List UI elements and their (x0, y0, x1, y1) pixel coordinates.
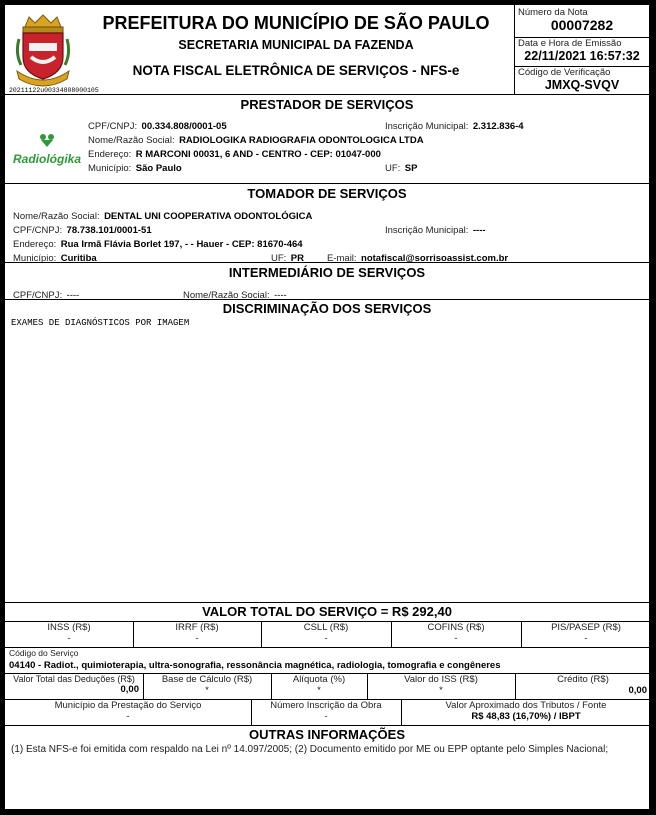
municipio-prestacao-value: - (126, 711, 130, 722)
tomador-end-label: Endereço: (13, 239, 57, 250)
tomador-mun-label: Município: (13, 253, 57, 264)
sao-paulo-crest-icon (15, 13, 71, 87)
credito-value: 0,00 (628, 685, 647, 696)
prestador-cpf-value: 00.334.808/0001-05 (141, 121, 227, 132)
codigo-servico-label: Código do Serviço (9, 648, 79, 658)
tomador-cpf-label: CPF/CNPJ: (13, 225, 63, 236)
tooth-logo-icon (38, 133, 56, 147)
tomador-uf-value: PR (290, 253, 304, 264)
prestador-end-label: Endereço: (88, 149, 132, 160)
codigo-servico-value: 04140 - Radiot., quimioterapia, ultra-sonografia, ressonância magnética, radiologia, tomografia e congêneres (9, 660, 501, 671)
page-subtitle: SECRETARIA MUNICIPAL DA FAZENDA (178, 38, 414, 52)
deducoes-label: Valor Total das Deduções (R$) (13, 674, 135, 684)
prestador-mun-value: São Paulo (135, 163, 182, 174)
intermediario-cpf-label: CPF/CNPJ: (13, 290, 63, 301)
inss-value: - (67, 633, 71, 644)
emissao-label: Data e Hora de Emissão (518, 38, 622, 49)
credito-label: Crédito (R$) (557, 674, 609, 685)
numero-label: Número da Nota (518, 7, 588, 18)
intermediario-cpf-value: ---- (66, 290, 80, 301)
prestador-end-value: R MARCONI 00031, 6 AND - CENTRO - CEP: 01047-000 (135, 149, 381, 160)
prestador-title: PRESTADOR DE SERVIÇOS (240, 97, 414, 112)
discriminacao-title: DISCRIMINAÇÃO DOS SERVIÇOS (222, 301, 432, 316)
logo-text: Radiológika (12, 152, 81, 166)
inss-label: INSS (R$) (47, 622, 91, 633)
tomador-email-label: E-mail: (327, 253, 357, 264)
tomador-cpf-value: 78.738.101/0001-51 (66, 225, 152, 236)
emissao-value: 22/11/2021 16:57:32 (524, 49, 640, 63)
cofins-label: COFINS (R$) (427, 622, 485, 633)
cofins-value: - (454, 633, 458, 644)
pis-value: - (584, 633, 588, 644)
valor-iss-value: * (439, 685, 443, 696)
verificacao-label: Código de Verificação (518, 67, 611, 78)
tomador-uf-label: UF: (271, 253, 287, 264)
inscricao-obra-value: - (324, 711, 328, 722)
tomador-nome-value: DENTAL UNI COOPERATIVA ODONTOLÓGICA (104, 211, 313, 222)
prestador-nome-label: Nome/Razão Social: (88, 135, 175, 146)
aliquota-label: Alíquota (%) (292, 674, 346, 685)
prestador-nome-value: RADIOLOGIKA RADIOGRAFIA ODONTOLOGICA LTDA (179, 135, 424, 146)
inscricao-obra-label: Número Inscrição da Obra (270, 700, 382, 711)
page-title: PREFEITURA DO MUNICÍPIO DE SÃO PAULO (102, 13, 490, 33)
prestador-cpf-label: CPF/CNPJ: (88, 121, 138, 132)
prestador-mun-label: Município: (88, 163, 132, 174)
base-calculo-value: * (205, 685, 209, 696)
discriminacao-text: EXAMES DE DIAGNÓSTICOS POR IMAGEM (11, 318, 190, 328)
barcode-text: 20211122u00334808000105 (9, 87, 99, 94)
outras-text: (1) Esta NFS-e foi emitida com respaldo na Lei nº 14.097/2005; (2) Documento emitido por ME ou EPP optante pelo Simples Nacional; (11, 744, 609, 755)
municipio-prestacao-label: Município da Prestação do Serviço (54, 700, 202, 711)
verificacao-value: JMXQ-SVQV (544, 78, 620, 92)
tributos-aprox-label: Valor Aproximado dos Tributos / Fonte (445, 700, 607, 711)
prestador-uf-label: UF: (385, 163, 401, 174)
tomador-title: TOMADOR DE SERVIÇOS (247, 186, 407, 201)
aliquota-value: * (317, 685, 321, 696)
numero-value: 00007282 (550, 17, 614, 33)
intermediario-nome-value: ---- (274, 290, 287, 301)
intermediario-nome-label: Nome/Razão Social: (183, 290, 270, 301)
irrf-label: IRRF (R$) (175, 622, 219, 633)
document-name: NOTA FISCAL ELETRÔNICA DE SERVIÇOS - NFS-e (132, 63, 460, 78)
base-calculo-label: Base de Cálculo (R$) (161, 674, 253, 685)
tomador-email-value: notafiscal@sorrisoassist.com.br (361, 253, 509, 264)
prestador-uf-value: SP (404, 163, 418, 174)
tomador-mun-value: Curitiba (60, 253, 97, 264)
csll-label: CSLL (R$) (303, 622, 349, 633)
tomador-im-label: Inscrição Municipal: (385, 225, 469, 236)
irrf-value: - (195, 633, 199, 644)
prestador-im-value: 2.312.836-4 (472, 121, 524, 132)
tomador-im-value: ---- (472, 225, 486, 236)
tomador-nome-label: Nome/Razão Social: (13, 211, 100, 222)
pis-label: PIS/PASEP (R$) (551, 622, 621, 633)
tomador-end-value: Rua Irmã Flávia Borlet 197, - - Hauer - CEP: 81670-464 (60, 239, 303, 250)
valor-iss-label: Valor do ISS (R$) (404, 674, 478, 685)
prestador-im-label: Inscrição Municipal: (385, 121, 469, 132)
outras-title: OUTRAS INFORMAÇÕES (249, 727, 405, 742)
radiologika-logo (11, 133, 83, 166)
csll-value: - (324, 633, 328, 644)
intermediario-title: INTERMEDIÁRIO DE SERVIÇOS (228, 265, 426, 280)
tributos-aprox-value: R$ 48,83 (16,70%) / IBPT (471, 711, 581, 722)
deducoes-value: 0,00 (120, 684, 139, 695)
valor-total: VALOR TOTAL DO SERVIÇO = R$ 292,40 (202, 604, 452, 619)
nfse-document (4, 4, 650, 810)
